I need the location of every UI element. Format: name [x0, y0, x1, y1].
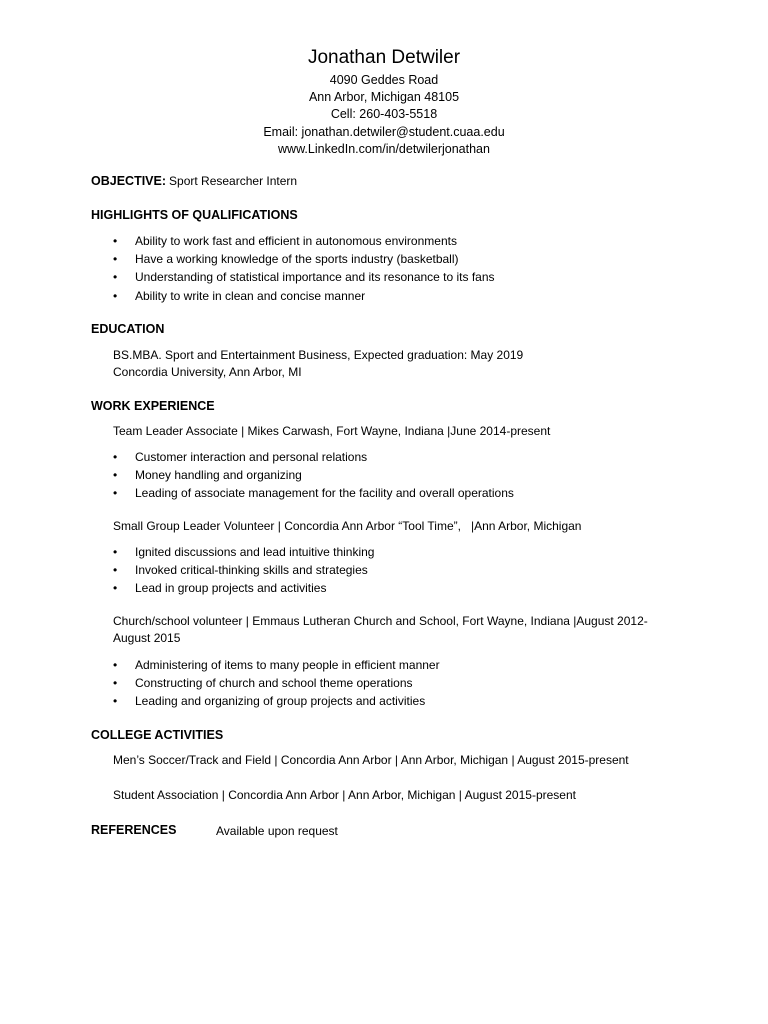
bullet-glyph: • [113, 288, 118, 303]
activity-item: Student Association | Concordia Ann Arbor | Ann Arbor, Michigan | August 2015-present [113, 788, 576, 802]
list-item [113, 466, 673, 484]
job-title: Small Group Leader Volunteer | Concordia Ann Arbor “Tool Time”, |Ann Arbor, Michigan [113, 519, 582, 533]
bullet-glyph: • [113, 234, 118, 248]
bullet-glyph: • [113, 563, 118, 578]
bullet-glyph: • [113, 676, 118, 691]
objective-section [91, 173, 297, 189]
objective-label: OBJECTIVE: [91, 174, 167, 188]
address-line-2: Ann Arbor, Michigan 48105 [308, 90, 460, 105]
bullet-glyph: • [113, 270, 118, 285]
bullet-glyph: • [113, 694, 118, 709]
education-school: Concordia University, Ann Arbor, MI [113, 365, 302, 379]
candidate-name: Jonathan Detwiler [307, 47, 461, 68]
list-item [113, 287, 673, 305]
resume-header [0, 45, 768, 158]
list-item-text: Ability to work fast and efficient in autonomous environments [135, 234, 457, 248]
objective-value: Sport Researcher Intern [169, 174, 298, 188]
job-duties-list [113, 543, 673, 598]
bullet-glyph: • [113, 545, 118, 559]
list-item-text: Ability to write in clean and concise manner [135, 288, 366, 303]
bullet-glyph: • [113, 658, 118, 672]
education-degree: BS.MBA. Sport and Entertainment Business, Expected graduation: May 2019 [113, 348, 524, 362]
linkedin-url: www.LinkedIn.com/in/detwilerjonathan [278, 141, 490, 156]
list-item-text: Have a working knowledge of the sports industry (basketball) [135, 252, 459, 267]
list-item [113, 484, 673, 502]
list-item-text: Money handling and organizing [135, 468, 302, 483]
list-item [113, 448, 673, 466]
list-item [113, 656, 673, 674]
bullet-glyph: • [113, 252, 118, 267]
list-item-text: Lead in group projects and activities [135, 581, 327, 596]
list-item [113, 543, 673, 561]
list-item-text: Invoked critical-thinking skills and strategies [135, 563, 368, 578]
job-title: Church/school volunteer | Emmaus Lutheran Church and School, Fort Wayne, Indiana |August 2012-August 2015 [113, 614, 648, 645]
list-item [113, 692, 673, 710]
job-title: Team Leader Associate | Mikes Carwash, Fort Wayne, Indiana |June 2014-present [113, 424, 551, 438]
bullet-glyph: • [113, 581, 118, 596]
list-item [113, 579, 673, 597]
list-item-text: Ignited discussions and lead intuitive thinking [135, 545, 375, 559]
activities-heading: COLLEGE ACTIVITIES [91, 728, 224, 742]
list-item-text: Constructing of church and school theme operations [135, 676, 413, 691]
education-heading: EDUCATION [91, 322, 165, 336]
list-item [113, 268, 673, 286]
highlights-list [113, 232, 673, 305]
list-item [113, 250, 673, 268]
list-item [113, 232, 673, 250]
list-item-text: Understanding of statistical importance and its resonance to its fans [135, 270, 495, 285]
list-item-text: Customer interaction and personal relations [135, 450, 368, 464]
list-item-text: Leading of associate management for the facility and overall operations [135, 486, 514, 501]
cell-phone: Cell: 260-403-5518 [330, 107, 438, 122]
bullet-glyph: • [113, 468, 118, 483]
activity-item: Men’s Soccer/Track and Field | Concordia Ann Arbor | Ann Arbor, Michigan | August 2015-present [113, 753, 629, 767]
list-item-text: Administering of items to many people in efficient manner [135, 658, 440, 672]
references-value: Available upon request [216, 824, 338, 838]
job-duties-list [113, 656, 673, 711]
bullet-glyph: • [113, 450, 118, 464]
highlights-heading: HIGHLIGHTS OF QUALIFICATIONS [91, 208, 298, 222]
work-heading: WORK EXPERIENCE [91, 399, 215, 413]
list-item-text: Leading and organizing of group projects and activities [135, 694, 426, 709]
references-heading: REFERENCES [91, 823, 177, 837]
email-address: Email: jonathan.detwiler@student.cuaa.edu [263, 124, 505, 139]
list-item [113, 561, 673, 579]
address-line-1: 4090 Geddes Road [329, 73, 439, 87]
job-duties-list [113, 448, 673, 503]
bullet-glyph: • [113, 486, 118, 501]
list-item [113, 674, 673, 692]
